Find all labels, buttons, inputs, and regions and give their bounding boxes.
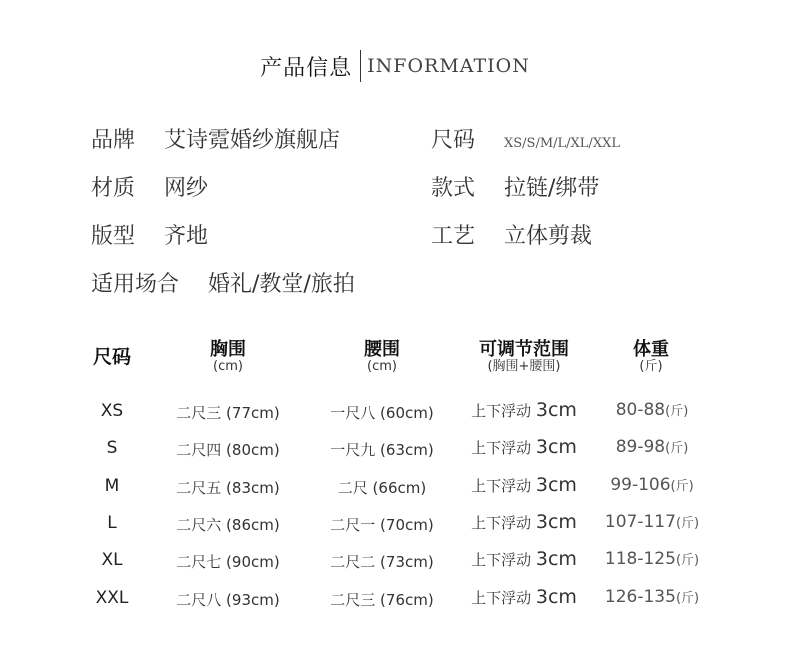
table-row-range: 上下浮动 3cm xyxy=(471,586,577,608)
section-title xyxy=(0,46,790,86)
title-english: INFORMATION xyxy=(367,55,530,77)
info-craft xyxy=(431,219,592,250)
info-style xyxy=(431,171,599,202)
header-waist: 腰围 (cm) xyxy=(364,339,400,374)
info-brand xyxy=(91,123,340,154)
table-row-range: 上下浮动 3cm xyxy=(471,548,577,570)
info-occasion xyxy=(91,267,355,298)
table-row-waist: 二尺二 (73cm) xyxy=(330,553,434,571)
table-row-bust: 二尺六 (86cm) xyxy=(176,516,280,534)
table-row-bust: 二尺八 (93cm) xyxy=(176,591,280,609)
table-row-range: 上下浮动 3cm xyxy=(471,511,577,533)
table-row-weight: 89-98(斤) xyxy=(615,437,689,457)
table-row-waist: 二尺三 (76cm) xyxy=(330,591,434,609)
header-size: 尺码 xyxy=(92,346,131,368)
table-row-size: XXL xyxy=(95,588,129,608)
info-silhouette xyxy=(91,219,208,250)
header-bust: 胸围 (cm) xyxy=(210,339,246,374)
table-row-range: 上下浮动 3cm xyxy=(471,474,577,496)
material-label: 材质 xyxy=(91,176,136,201)
table-row-bust: 二尺七 (90cm) xyxy=(176,553,280,571)
title-divider xyxy=(360,50,361,82)
craft-label: 工艺 xyxy=(431,224,476,249)
size-value: XS/S/M/L/XL/XXL xyxy=(504,136,620,151)
table-row-bust: 二尺三 (77cm) xyxy=(176,404,280,422)
table-row-waist: 一尺八 (60cm) xyxy=(330,404,434,422)
table-row-range: 上下浮动 3cm xyxy=(471,399,577,421)
style-value: 拉链/绑带 xyxy=(504,176,600,201)
info-size xyxy=(431,123,620,154)
table-row-weight: 126-135(斤) xyxy=(604,587,700,607)
table-row-bust: 二尺四 (80cm) xyxy=(176,441,280,459)
style-label: 款式 xyxy=(431,176,476,201)
table-row-size: XL xyxy=(101,550,123,570)
table-row-waist: 二尺 (66cm) xyxy=(337,479,427,497)
header-adjust-range: 可调节范围 (胸围+腰围) xyxy=(479,339,569,374)
craft-value: 立体剪裁 xyxy=(504,224,593,249)
table-row-weight: 107-117(斤) xyxy=(604,512,700,532)
info-material xyxy=(91,171,208,202)
header-weight: 体重 (斤) xyxy=(633,339,669,374)
table-row-size: XS xyxy=(100,401,124,421)
size-label: 尺码 xyxy=(431,128,476,153)
occasion-value: 婚礼/教堂/旅拍 xyxy=(208,272,355,297)
table-row-waist: 一尺九 (63cm) xyxy=(330,441,434,459)
title-chinese: 产品信息 xyxy=(260,55,353,81)
table-row-size: L xyxy=(107,513,117,533)
table-row-size: M xyxy=(104,476,120,496)
table-row-waist: 二尺一 (70cm) xyxy=(330,516,434,534)
brand-value: 艾诗霓婚纱旗舰店 xyxy=(164,128,341,153)
table-row-bust: 二尺五 (83cm) xyxy=(176,479,280,497)
table-row-size: S xyxy=(106,438,118,458)
table-row-weight: 118-125(斤) xyxy=(604,549,700,569)
table-row-weight: 99-106(斤) xyxy=(610,475,694,495)
table-row-weight: 80-88(斤) xyxy=(615,400,689,420)
silhouette-label: 版型 xyxy=(91,224,136,249)
occasion-label: 适用场合 xyxy=(91,272,180,297)
table-row-range: 上下浮动 3cm xyxy=(471,436,577,458)
material-value: 网纱 xyxy=(164,176,209,201)
silhouette-value: 齐地 xyxy=(164,224,209,249)
brand-label: 品牌 xyxy=(91,128,136,153)
